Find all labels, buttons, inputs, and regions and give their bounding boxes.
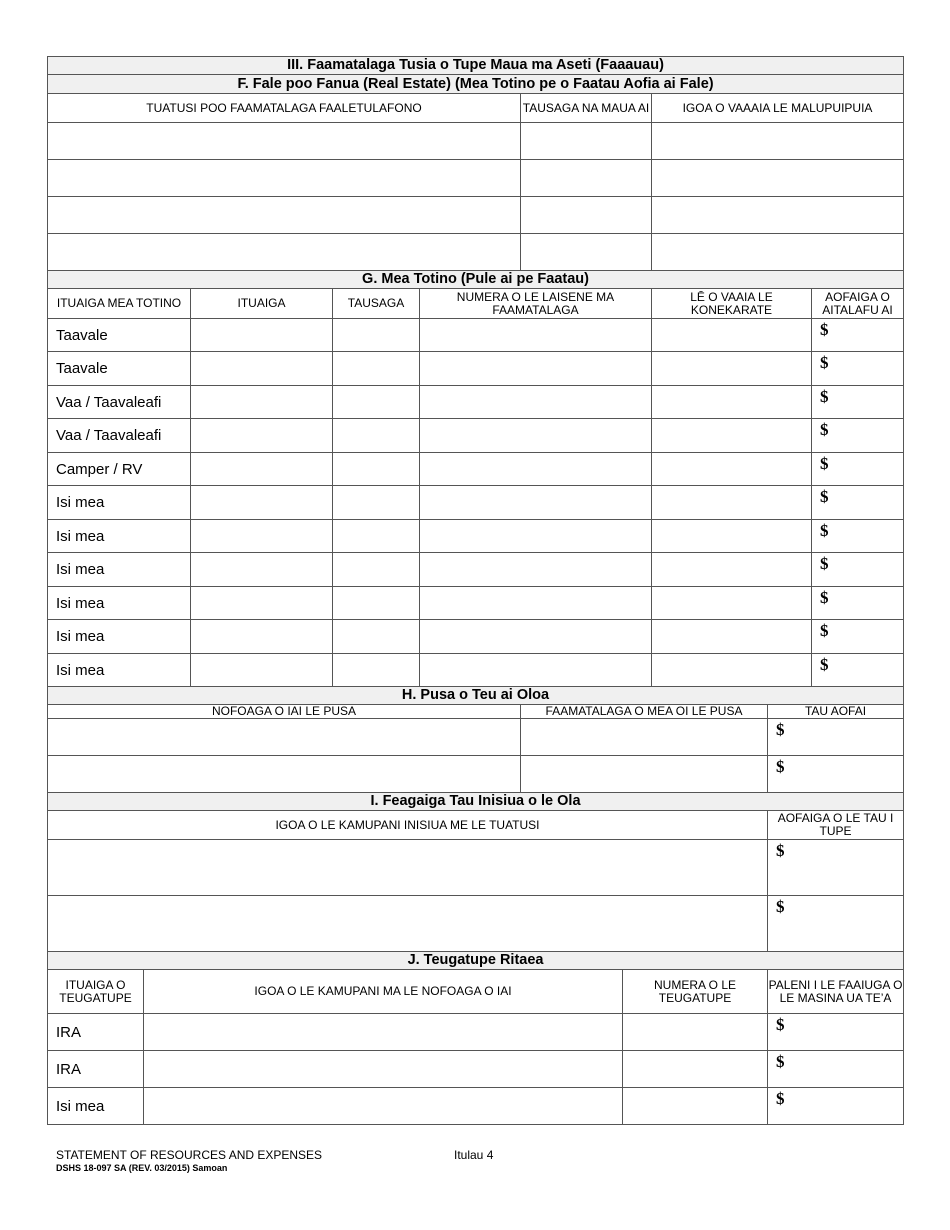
license-field[interactable] [420, 520, 652, 553]
contract-holder-field[interactable] [652, 319, 812, 352]
account-type-label: Isi mea [48, 1088, 144, 1125]
section-f-title: F. Fale poo Fanua (Real Estate) (Mea Totino pe o Faatau Aofia ai Fale) [48, 75, 904, 94]
table-row [48, 1014, 904, 1051]
table-row [48, 840, 904, 896]
table-row [48, 197, 904, 234]
amount-owed-field[interactable]: $ [812, 654, 904, 687]
col-header-year: TAUSAGA [333, 289, 420, 319]
property-type-label: Vaa / Taavaleafi [48, 419, 191, 453]
col-header-contract-holder: LĒ O VAAIA LE KONEKARATE [652, 289, 812, 319]
year-field[interactable] [333, 453, 420, 486]
section-i-table [47, 792, 904, 952]
contract-holder-field[interactable] [652, 386, 812, 419]
col-header-license: NUMERA O LE LAISENE MA FAAMATALAGA [420, 289, 652, 319]
address-field[interactable] [48, 197, 521, 234]
make-field[interactable] [191, 486, 333, 520]
amount-owed-field[interactable]: $ [812, 486, 904, 520]
contract-holder-field[interactable] [652, 587, 812, 620]
holder-field[interactable] [652, 160, 904, 197]
year-field[interactable] [333, 352, 420, 386]
form-page [47, 56, 903, 1125]
footer-title: STATEMENT OF RESOURCES AND EXPENSES [56, 1148, 323, 1162]
balance-field[interactable]: $ [768, 1014, 904, 1051]
amount-owed-field[interactable]: $ [812, 553, 904, 587]
year-field[interactable] [333, 319, 420, 352]
table-row [48, 1088, 904, 1125]
amount-owed-field[interactable]: $ [812, 620, 904, 654]
make-field[interactable] [191, 453, 333, 486]
col-header-mortgage-holder: IGOA O VAAAIA LE MALUPUIPUIA [652, 94, 904, 123]
make-field[interactable] [191, 520, 333, 553]
box-contents-field[interactable] [521, 719, 768, 756]
insurance-company-field[interactable] [48, 840, 768, 896]
col-header-insurance-company: IGOA O LE KAMUPANI INISIUA ME LE TUATUSI [48, 811, 768, 840]
make-field[interactable] [191, 419, 333, 453]
page-number: Itulau 4 [454, 1148, 494, 1162]
table-row [48, 654, 904, 687]
contract-holder-field[interactable] [652, 620, 812, 654]
property-type-label: Isi mea [48, 654, 191, 687]
section-iii-title: III. Faamatalaga Tusia o Tupe Maua ma Aseti (Faaauau) [48, 57, 904, 75]
license-field[interactable] [420, 319, 652, 352]
section-f-table [47, 56, 904, 271]
table-row [48, 553, 904, 587]
contract-holder-field[interactable] [652, 419, 812, 453]
section-j-table [47, 951, 904, 1125]
cash-value-field[interactable]: $ [768, 896, 904, 952]
property-type-label: Taavale [48, 319, 191, 352]
holder-field[interactable] [652, 123, 904, 160]
amount-owed-field[interactable]: $ [812, 319, 904, 352]
col-header-box-contents: FAAMATALAGA O MEA OI LE PUSA [521, 705, 768, 719]
holder-field[interactable] [652, 234, 904, 271]
license-field[interactable] [420, 553, 652, 587]
contract-holder-field[interactable] [652, 654, 812, 687]
col-header-company-location: IGOA O LE KAMUPANI MA LE NOFOAGA O IAI [144, 970, 623, 1014]
col-header-cash-value: AOFAIGA O LE TAU I TUPE [768, 811, 904, 840]
table-row [48, 486, 904, 520]
account-number-field[interactable] [623, 1014, 768, 1051]
holder-field[interactable] [652, 197, 904, 234]
year-field[interactable] [521, 160, 652, 197]
section-h-title: H. Pusa o Teu ai Oloa [48, 687, 904, 705]
box-contents-field[interactable] [521, 756, 768, 793]
year-field[interactable] [521, 234, 652, 271]
box-location-field[interactable] [48, 756, 521, 793]
license-field[interactable] [420, 352, 652, 386]
section-g-table [47, 270, 904, 687]
make-field[interactable] [191, 352, 333, 386]
table-row [48, 419, 904, 453]
amount-owed-field[interactable]: $ [812, 520, 904, 553]
make-field[interactable] [191, 587, 333, 620]
account-number-field[interactable] [623, 1088, 768, 1125]
total-value-field[interactable]: $ [768, 719, 904, 756]
col-header-amount-owed: AOFAIGA O AITALAFU AI [812, 289, 904, 319]
table-row [48, 386, 904, 419]
property-type-label: Camper / RV [48, 453, 191, 486]
amount-owed-field[interactable]: $ [812, 386, 904, 419]
table-row [48, 896, 904, 952]
table-row [48, 719, 904, 756]
make-field[interactable] [191, 654, 333, 687]
year-field[interactable] [333, 386, 420, 419]
year-field[interactable] [333, 654, 420, 687]
balance-field[interactable]: $ [768, 1051, 904, 1088]
year-field[interactable] [521, 123, 652, 160]
property-type-label: Vaa / Taavaleafi [48, 386, 191, 419]
property-type-label: Taavale [48, 352, 191, 386]
total-value-field[interactable]: $ [768, 756, 904, 793]
property-type-label: Isi mea [48, 587, 191, 620]
table-row [48, 620, 904, 654]
col-header-year-acquired: TAUSAGA NA MAUA AI [521, 94, 652, 123]
license-field[interactable] [420, 486, 652, 520]
amount-owed-field[interactable]: $ [812, 587, 904, 620]
property-type-label: Isi mea [48, 520, 191, 553]
balance-field[interactable]: $ [768, 1088, 904, 1125]
account-type-label: IRA [48, 1051, 144, 1088]
amount-owed-field[interactable]: $ [812, 352, 904, 386]
box-location-field[interactable] [48, 719, 521, 756]
address-field[interactable] [48, 123, 521, 160]
contract-holder-field[interactable] [652, 520, 812, 553]
table-row [48, 587, 904, 620]
table-row [48, 123, 904, 160]
table-row [48, 234, 904, 271]
year-field[interactable] [333, 620, 420, 654]
contract-holder-field[interactable] [652, 486, 812, 520]
year-field[interactable] [333, 486, 420, 520]
license-field[interactable] [420, 386, 652, 419]
license-field[interactable] [420, 587, 652, 620]
col-header-account-type: ITUAIGA O TEUGATUPE [48, 970, 144, 1014]
table-row [48, 352, 904, 386]
section-j-title: J. Teugatupe Ritaea [48, 952, 904, 970]
license-field[interactable] [420, 453, 652, 486]
col-header-property-type: ITUAIGA MEA TOTINO [48, 289, 191, 319]
section-g-title: G. Mea Totino (Pule ai pe Faatau) [48, 271, 904, 289]
contract-holder-field[interactable] [652, 553, 812, 587]
year-field[interactable] [333, 587, 420, 620]
make-field[interactable] [191, 386, 333, 419]
year-field[interactable] [521, 197, 652, 234]
license-field[interactable] [420, 654, 652, 687]
form-code: DSHS 18-097 SA (REV. 03/2015) Samoan [56, 1163, 228, 1173]
table-row [48, 319, 904, 352]
make-field[interactable] [191, 553, 333, 587]
contract-holder-field[interactable] [652, 453, 812, 486]
account-number-field[interactable] [623, 1051, 768, 1088]
property-type-label: Isi mea [48, 620, 191, 654]
address-field[interactable] [48, 234, 521, 271]
company-location-field[interactable] [144, 1051, 623, 1088]
make-field[interactable] [191, 620, 333, 654]
address-field[interactable] [48, 160, 521, 197]
section-i-title: I. Feagaiga Tau Inisiua o le Ola [48, 793, 904, 811]
table-row [48, 756, 904, 793]
col-header-box-location: NOFOAGA O IAI LE PUSA [48, 705, 521, 719]
section-h-table [47, 686, 904, 793]
insurance-company-field[interactable] [48, 896, 768, 952]
table-row [48, 160, 904, 197]
table-row [48, 520, 904, 553]
col-header-account-number: NUMERA O LE TEUGATUPE [623, 970, 768, 1014]
contract-holder-field[interactable] [652, 352, 812, 386]
col-header-make: ITUAIGA [191, 289, 333, 319]
property-type-label: Isi mea [48, 553, 191, 587]
amount-owed-field[interactable]: $ [812, 453, 904, 486]
table-row [48, 453, 904, 486]
property-type-label: Isi mea [48, 486, 191, 520]
license-field[interactable] [420, 620, 652, 654]
license-field[interactable] [420, 419, 652, 453]
table-row [48, 1051, 904, 1088]
col-header-address: TUATUSI POO FAAMATALAGA FAALETULAFONO [48, 94, 521, 123]
company-location-field[interactable] [144, 1014, 623, 1051]
account-type-label: IRA [48, 1014, 144, 1051]
year-field[interactable] [333, 553, 420, 587]
amount-owed-field[interactable]: $ [812, 419, 904, 453]
col-header-total-value: TAU AOFAI [768, 705, 904, 719]
col-header-month-end-balance: PALENI I LE FAAIUGA O LE MASINA UA TE’A [768, 970, 904, 1014]
year-field[interactable] [333, 419, 420, 453]
make-field[interactable] [191, 319, 333, 352]
cash-value-field[interactable]: $ [768, 840, 904, 896]
company-location-field[interactable] [144, 1088, 623, 1125]
year-field[interactable] [333, 520, 420, 553]
